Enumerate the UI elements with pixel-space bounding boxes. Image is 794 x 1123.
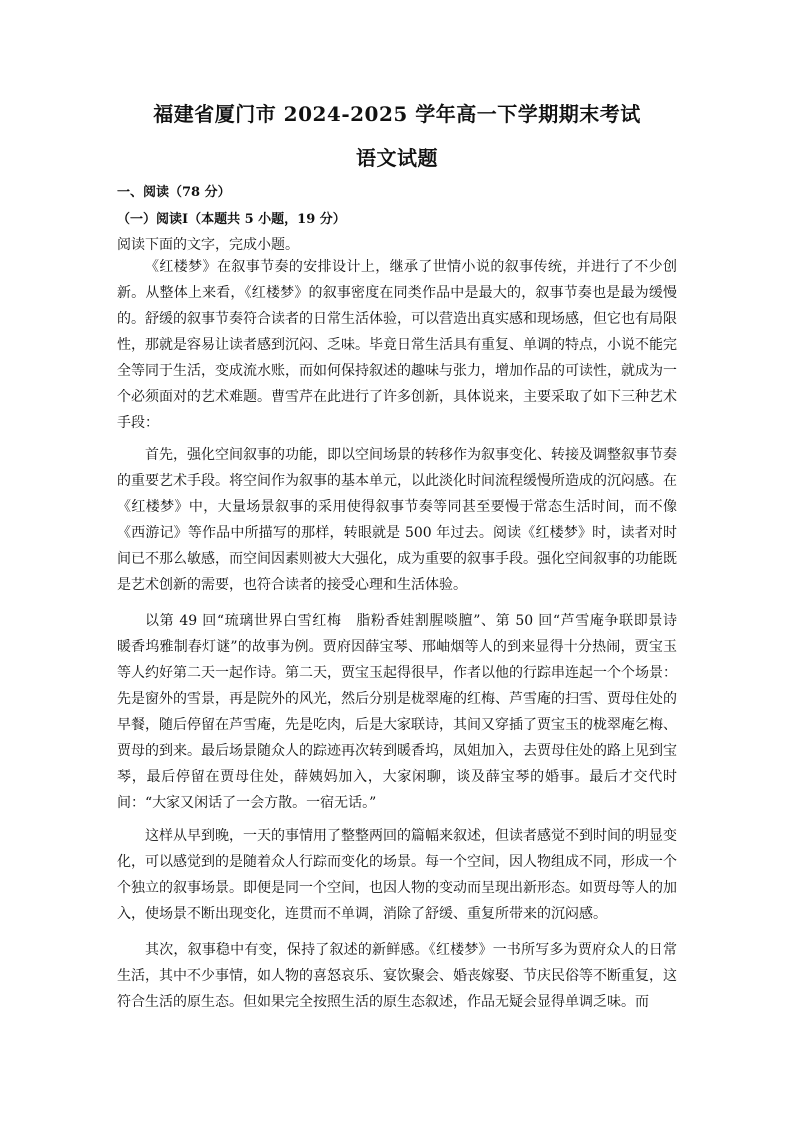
paragraph: 首先，强化空间叙事的功能，即以空间场景的转移作为叙事变化、转接及调整叙事节奏的重要艺术手段。将空间作为叙事的基本单元，以此淡化时间流程缓慢所造成的沉闷感。在《红楼梦》中，大量场景叙事的采用使得叙事节奏等同甚至要慢于常态生活时间，而不像《西游记》等作品中所描写的那样，转眼就是 500 年过去。阅读《红楼梦》时，读者对时间已不那么敏感，而空间因素则被大大强化，成为重要的叙事手段。强化空间叙事的功能既是艺术创新的需要，也符合读者的接受心理和生活体验。	[117, 447, 677, 593]
section-heading: 一、阅读（78 分）	[117, 185, 231, 200]
paragraph: 这样从早到晚，一天的事情用了整整两回的篇幅来叙述，但读者感觉不到时间的明显变化，可以感觉到的是随着众人行踪而变化的场景。每一个空间，因人物组成不同，形成一个个独立的叙事场景。即便是同一个空间，也因人物的变动而呈现出新形态。如贾母等人的加入，使场景不断出现变化，连贯而不单调，消除了舒缓、重复所带来的沉闷感。	[117, 828, 677, 922]
paragraph: 以第 49 回“琉璃世界白雪红梅 脂粉香娃割腥啖膻”、第 50 回“芦雪庵争联即景诗 暖香坞雅制春灯谜”的故事为例。贾府因薛宝琴、邢岫烟等人的到来显得十分热闹，贾宝玉等人约好第二天一起作诗。第二天，贾宝玉起得很早，作者以他的行踪串连起一个个场景：先是窗外的雪景，再是院外的风光，然后分别是栊翠庵的红梅、芦雪庵的扫雪、贾母住处的早餐，随后停留在芦雪庵，先是吃肉，后是大家联诗，其间又穿插了贾宝玉的栊翠庵乞梅、贾母的到来。最后场景随众人的踪迹再次转到暖香坞，凤姐加入，去贾母住处的路上见到宝琴，最后停留在贾母住处，薛姨妈加入，大家闲聊，谈及薛宝琴的婚事。最后才交代时间：“大家又闲话了一会方散。一宿无话。”	[117, 613, 691, 811]
page-title: 福建省厦门市 2024-2025 学年高一下学期期末考试	[153, 102, 641, 126]
paragraph: 其次，叙事稳中有变，保持了叙述的新鲜感。《红楼梦》一书所写多为贾府众人的日常生活，其中不少事情，如人物的喜怒哀乐、宴饮聚会、婚丧嫁娶、节庆民俗等不断重复，这符合生活的原生态。但如果完全按照生活的原生态叙述，作品无疑会显得单调乏味。而	[117, 942, 677, 1010]
reading-instruction: 阅读下面的文字，完成小题。	[117, 237, 299, 253]
paragraph: 《红楼梦》在叙事节奏的安排设计上，继承了世情小说的叙事传统，并进行了不少创新。从整体上来看，《红楼梦》的叙事密度在同类作品中是最大的，叙事节奏也是最为缓慢的。舒缓的叙事节奏符合读者的日常生活体验，可以营造出真实感和现场感，但它也有局限性，那就是容易让读者感到沉闷、乏味。毕竟日常生活具有重复、单调的特点，小说不能完全等同于生活，变成流水账，而如何保持叙述的趣味与张力，增加作品的可读性，就成为一个必须面对的艺术难题。曹雪芹在此进行了许多创新，具体说来，主要采取了如下三种艺术手段：	[117, 259, 677, 431]
page-subtitle: 语文试题	[356, 146, 438, 170]
subsection-heading: （一）阅读Ⅰ（本题共 5 小题，19 分）	[117, 212, 346, 227]
